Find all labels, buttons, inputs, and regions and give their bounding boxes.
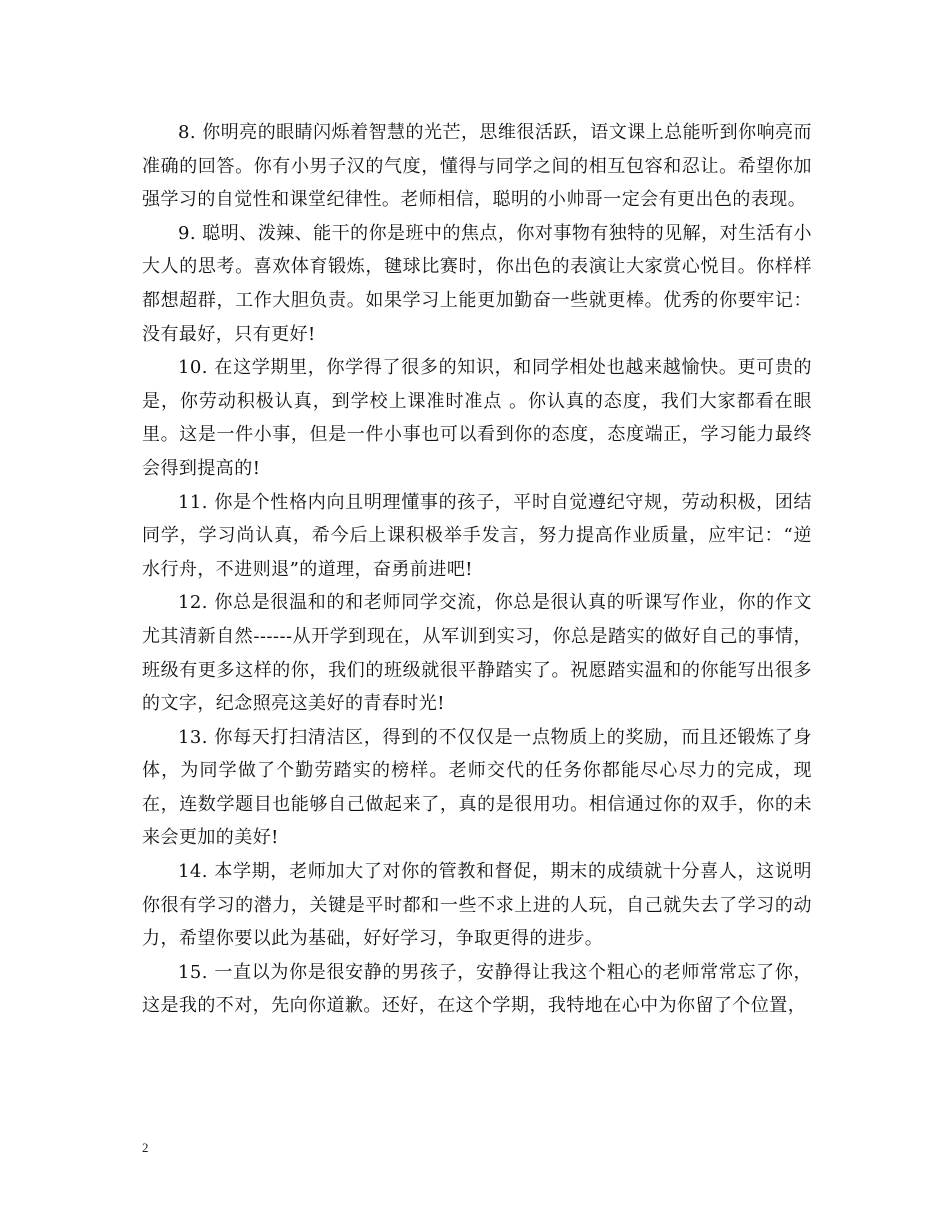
comment-paragraph-11: 11. 你是个性格内向且明理懂事的孩子，平时自觉遵纪守规，劳动积极，团结同学，学习尚认真，希今后上课积极举手发言，努力提高作业质量，应牢记：“逆水行舟，不进则退”的道理，奋勇前进吧! [142, 491, 812, 580]
comment-paragraph-15: 15. 一直以为你是很安静的男孩子，安静得让我这个粗心的老师常常忘了你，这是我的不对，先向你道歉。还好，在这个学期，我特地在心中为你留了个位置， [142, 961, 812, 1017]
comment-paragraph-12: 12. 你总是很温和的和老师同学交流，你总是很认真的听课写作业，你的作文尤其清新自然------从开学到现在，从军训到实习，你总是踏实的做好自己的事情，班级有更多这样的你，我们的班级就很平静踏实了。祝愿踏实温和的你能写出很多的文字，纪念照亮这美好的青春时光! [142, 592, 812, 715]
comment-paragraph-9: 9. 聪明、泼辣、能干的你是班中的焦点，你对事物有独特的见解，对生活有小大人的思考。喜欢体育锻炼，毽球比赛时，你出色的表演让大家赏心悦目。你样样都想超群，工作大胆负责。如果学习上能更加勤奋一些就更棒。优秀的你要牢记：没有最好，只有更好! [142, 222, 812, 345]
page-number: 2 [142, 1140, 149, 1155]
comment-paragraph-14: 14. 本学期，老师加大了对你的管教和督促，期末的成绩就十分喜人，这说明你很有学习的潜力，关键是平时都和一些不求上进的人玩，自己就失去了学习的动力，希望你要以此为基础，好好学习，争取更得的进步。 [142, 861, 812, 950]
document-body [142, 116, 812, 1023]
comment-paragraph-13: 13. 你每天打扫清洁区，得到的不仅仅是一点物质上的奖励，而且还锻炼了身体，为同学做了个勤劳踏实的榜样。老师交代的任务你都能尽心尽力的完成，现在，连数学题目也能够自己做起来了，真的是很用功。相信通过你的双手，你的未来会更加的美好! [142, 726, 812, 849]
comment-paragraph-10: 10. 在这学期里，你学得了很多的知识，和同学相处也越来越愉快。更可贵的是，你劳动积极认真，到学校上课准时准点 。你认真的态度，我们大家都看在眼里。这是一件小事，但是一件小事也可以看到你的态度，态度端正，学习能力最终会得到提高的! [142, 357, 812, 479]
comment-paragraph-8: 8. 你明亮的眼睛闪烁着智慧的光芒，思维很活跃，语文课上总能听到你响亮而准确的回答。你有小男子汉的气度，懂得与同学之间的相互包容和忍让。希望你加强学习的自觉性和课堂纪律性。老师相信，聪明的小帅哥一定会有更出色的表现。 [142, 122, 812, 211]
